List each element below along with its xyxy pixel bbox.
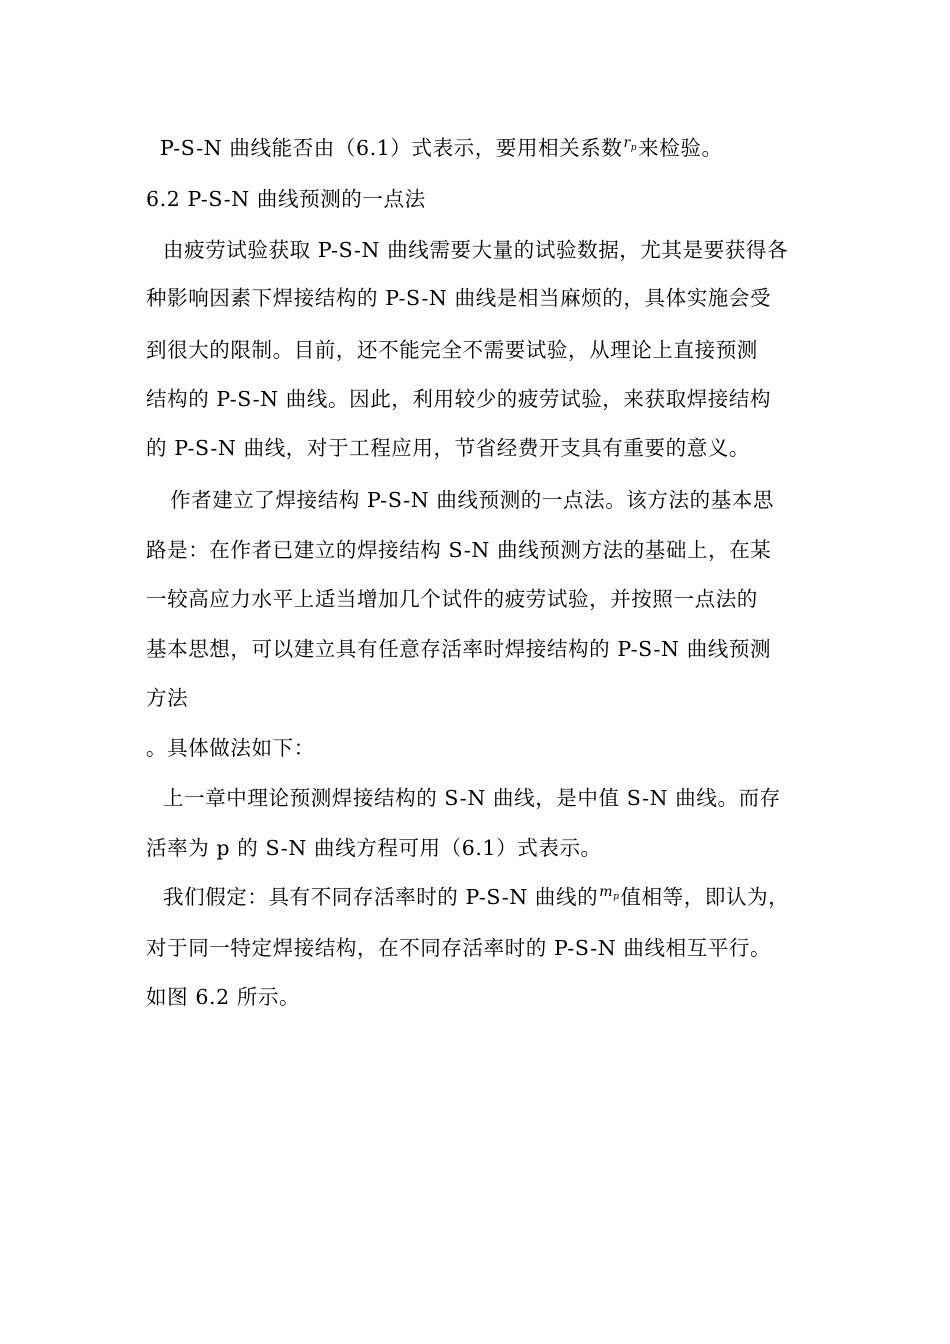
text-segment: 我们假定：具有不同存活率时的 P-S-N 曲线的	[163, 885, 599, 909]
symbol-r-p: rp	[623, 135, 638, 153]
paragraph-line-17: 对于同一特定焊接结构，在不同存活率时的 P-S-N 曲线相互平行。	[146, 936, 772, 960]
paragraph-line-8: 作者建立了焊接结构 P-S-N 曲线预测的一点法。该方法的基本思	[170, 488, 774, 512]
paragraph-line-16	[163, 883, 789, 919]
paragraph-line-3: 由疲劳试验获取 P-S-N 曲线需要大量的试验数据，尤其是要获得各	[163, 238, 789, 262]
paragraph-line-18: 如图 6.2 所示。	[146, 985, 301, 1009]
paragraph-line-4: 种影响因素下焊接结构的 P-S-N 曲线是相当麻烦的，具体实施会受	[146, 286, 772, 310]
paragraph-line-7: 的 P-S-N 曲线，对于工程应用，节省经费开支具有重要的意义。	[146, 436, 750, 460]
text-segment: 值相等，即认为，	[620, 885, 790, 909]
paragraph-line-15: 活率为 p 的 S-N 曲线方程可用（6.1）式表示。	[146, 836, 602, 860]
paragraph-line-14: 上一章中理论预测焊接结构的 S-N 曲线，是中值 S-N 曲线。而存	[163, 786, 781, 810]
paragraph-line-5: 到很大的限制。目前，还不能完全不需要试验，从理论上直接预测	[146, 338, 758, 362]
paragraph-line-6: 结构的 P-S-N 曲线。因此，利用较少的疲劳试验，来获取焊接结构	[146, 387, 772, 411]
paragraph-line-11: 基本思想，可以建立具有任意存活率时焊接结构的 P-S-N 曲线预测	[146, 637, 772, 661]
paragraph-line-12: 方法	[146, 686, 189, 710]
text-segment: 来检验。	[638, 136, 723, 160]
section-heading: 6.2 P-S-N 曲线预测的一点法	[146, 187, 426, 211]
symbol-m-p: mp	[599, 884, 620, 902]
text-segment: P-S-N 曲线能否由（6.1）式表示，要用相关系数	[160, 136, 623, 160]
paragraph-line-13: 。具体做法如下：	[146, 736, 315, 760]
paragraph-line-10: 一较高应力水平上适当增加几个试件的疲劳试验，并按照一点法的	[146, 587, 758, 611]
paragraph-line-9: 路是：在作者已建立的焊接结构 S-N 曲线预测方法的基础上，在某	[146, 538, 772, 562]
paragraph-line-1	[160, 134, 723, 170]
